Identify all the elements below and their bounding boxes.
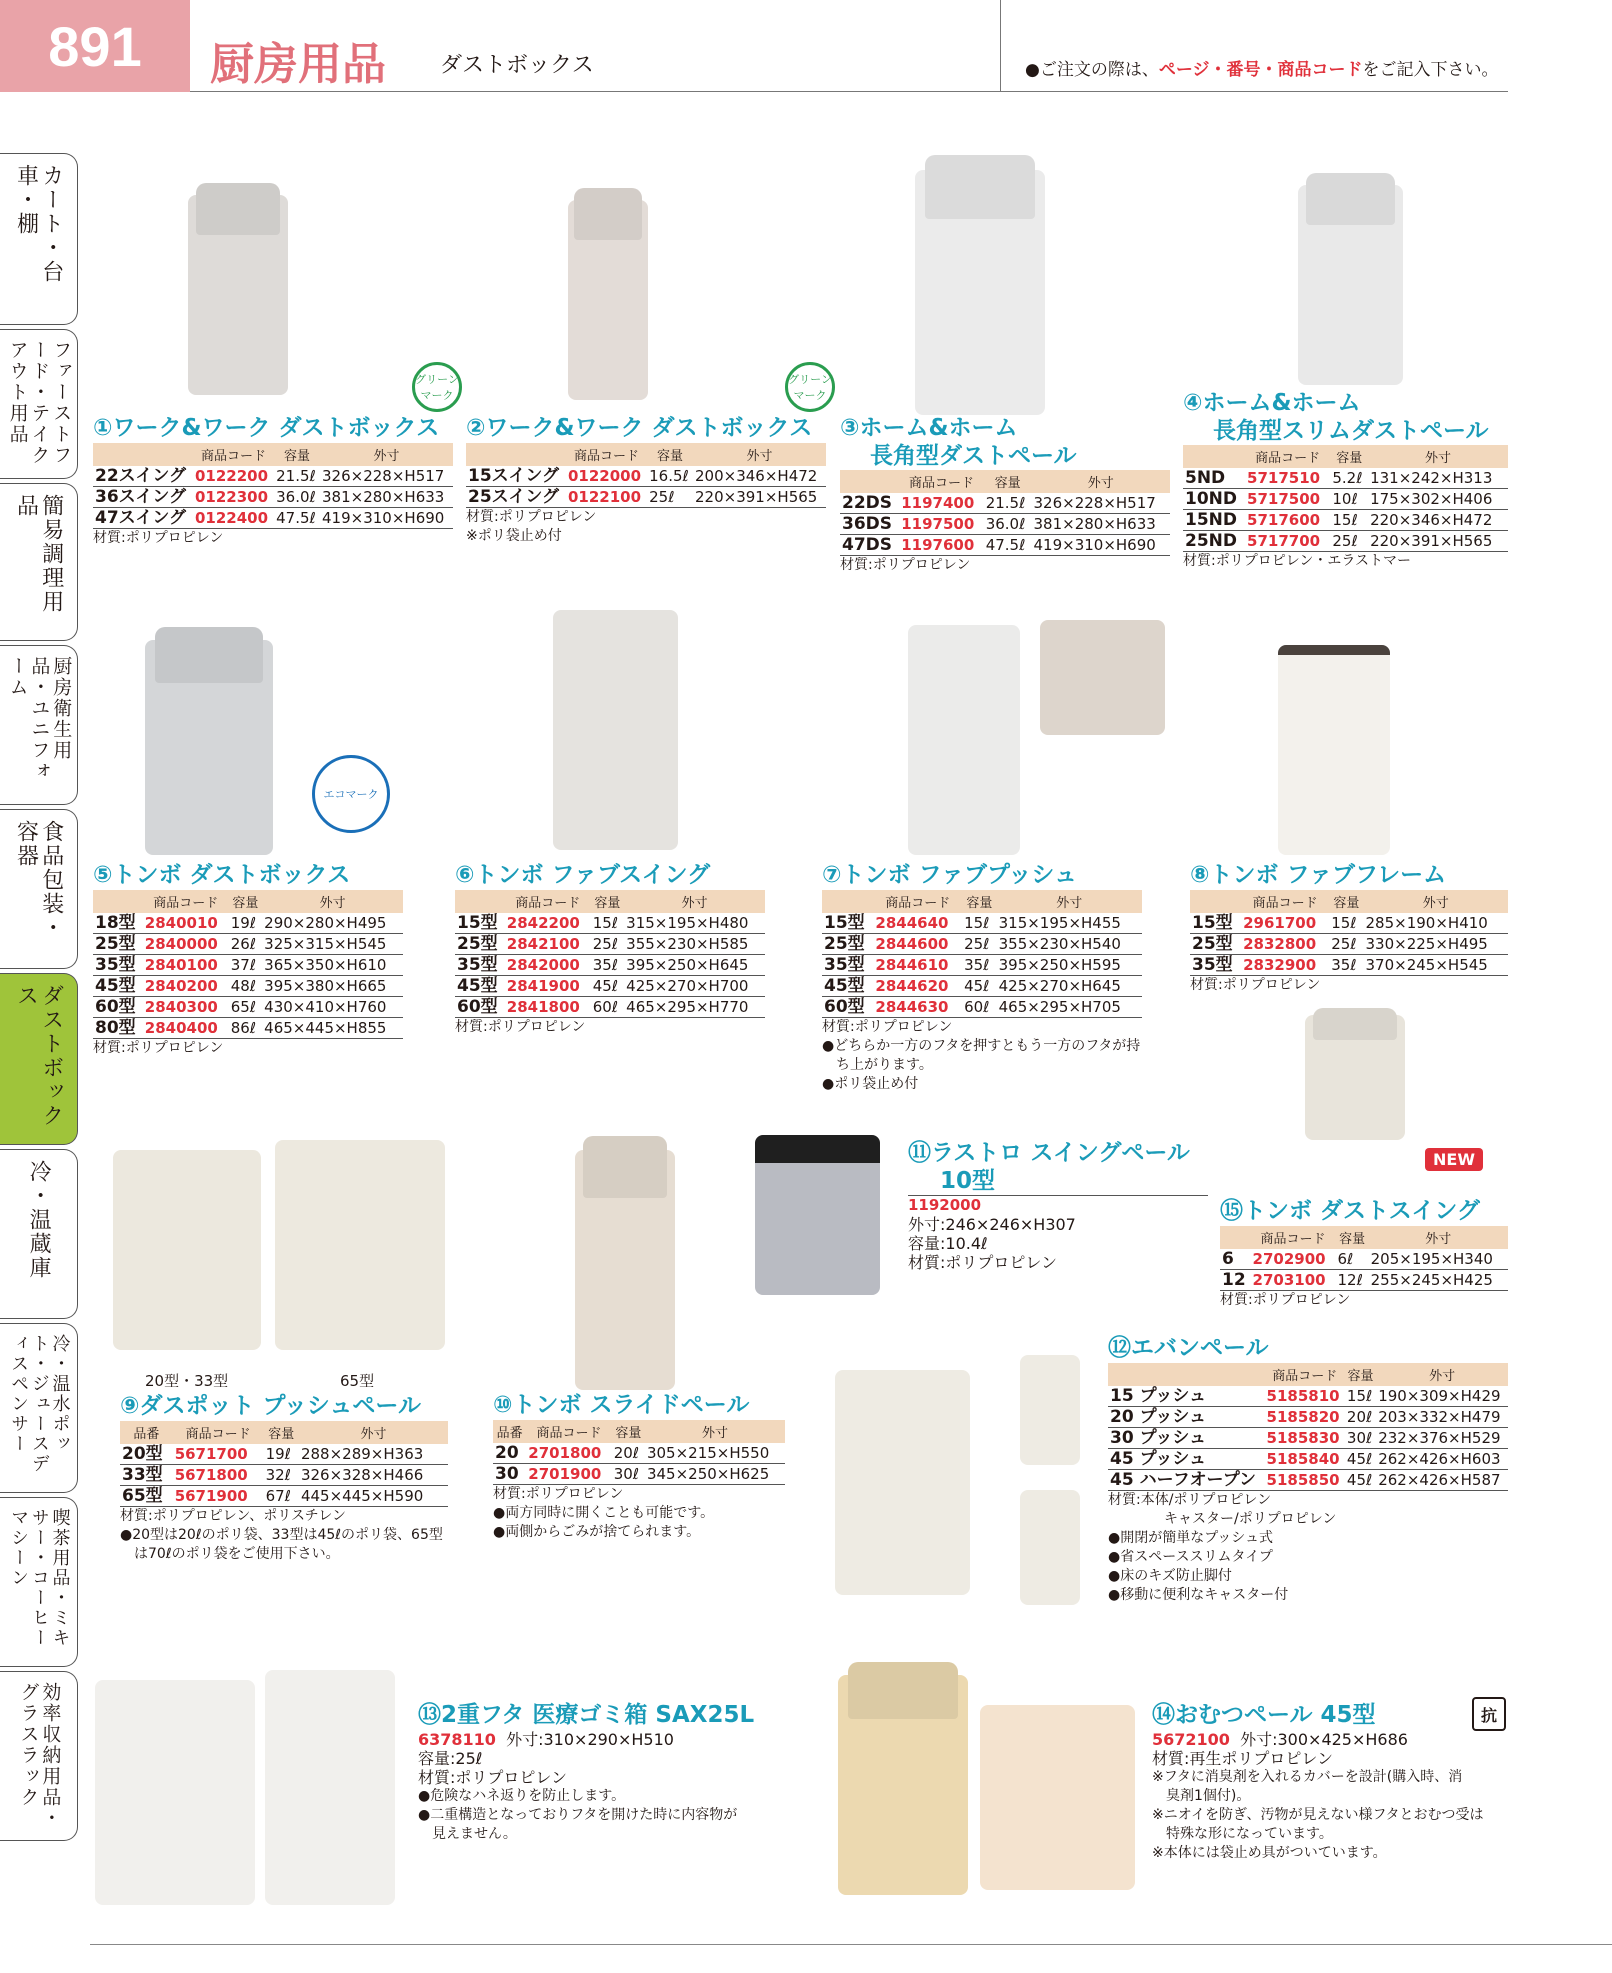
product-13-note-1: ●危険なハネ返りを防止します。 (418, 1787, 626, 1804)
table-row: 20 2701800 20ℓ 305×215×H550 (493, 1443, 785, 1464)
product-1-title: ①ワーク&ワーク ダストボックス (93, 415, 440, 441)
product-13-title: ⑬2重フタ 医療ゴミ箱 SAX25L (418, 1702, 755, 1728)
product-3-subtitle: 長角型ダストペール (870, 442, 1077, 469)
table-row: 18型 2840010 19ℓ 290×280×H495 (93, 913, 403, 934)
product-2-material: 材質:ポリプロピレン (466, 508, 597, 525)
product-11 (908, 1140, 1208, 1272)
table-row: 33型 5671800 32ℓ 326×328×H466 (120, 1464, 448, 1485)
product-6-title: ⑥トンボ ファブスイング (455, 862, 711, 888)
table-row: 60型 2844630 60ℓ 465×295×H705 (822, 996, 1142, 1017)
table-row: 15 プッシュ 5185810 15ℓ 190×309×H429 (1108, 1386, 1508, 1407)
product-6 (455, 862, 765, 1037)
table-row: 6 2702900 6ℓ 205×195×H340 (1220, 1249, 1508, 1270)
product-8-title: ⑧トンボ ファブフレーム (1190, 862, 1447, 888)
header-divider (1000, 0, 1001, 92)
table-row: 15型 2844640 15ℓ 315×195×H455 (822, 913, 1142, 934)
table-row: 12 2703100 12ℓ 255×245×H425 (1220, 1269, 1508, 1290)
product-12-note-1: ●開閉が簡単なプッシュ式 (1108, 1529, 1273, 1546)
tab-refrigerator[interactable]: 冷・温蔵庫 (0, 1149, 78, 1319)
product-4-material: 材質:ポリプロピレン・エラストマー (1183, 553, 1411, 570)
product-9 (120, 1393, 448, 1564)
table-row: 22スイング 0122200 21.5ℓ 326×228×H517 (93, 466, 453, 487)
footer-rule (90, 1944, 1612, 1945)
table-row: 45 プッシュ 5185840 45ℓ 262×426×H603 (1108, 1448, 1508, 1469)
tab-dustbox[interactable]: ダストボックス (0, 973, 78, 1145)
product-8-material: 材質:ポリプロピレン (1190, 976, 1321, 993)
table-row: 35型 2840100 37ℓ 365×350×H610 (93, 954, 403, 975)
table-row: 25型 2842100 25ℓ 355×230×H585 (455, 933, 765, 954)
product-1-material: 材質:ポリプロピレン (93, 529, 224, 546)
product-9-title: ⑨ダスポット プッシュペール (120, 1393, 421, 1419)
product-12 (1108, 1335, 1508, 1605)
table-row: 25型 2832800 25ℓ 330×225×H495 (1190, 933, 1508, 954)
product-3-material: 材質:ポリプロピレン (840, 557, 971, 574)
table-row: 45 ハーフオープン 5185850 45ℓ 262×426×H587 (1108, 1469, 1508, 1490)
product-2 (466, 415, 826, 546)
product-9-note-1: ●20型は20ℓのポリ袋、33型は45ℓのポリ袋、65型 (120, 1526, 443, 1543)
green-mark-badge-1: グリーンマーク (412, 362, 462, 412)
table-row: 10ND 5717500 10ℓ 175×302×H406 (1183, 489, 1508, 510)
antibacterial-icon: 抗 (1472, 1697, 1506, 1731)
p9-caption-2: 65型 (340, 1372, 375, 1390)
table-row: 25型 2840000 26ℓ 325×315×H545 (93, 933, 403, 954)
product-8 (1190, 862, 1508, 995)
product-10-note-1: ●両方同時に開くことも可能です。 (493, 1504, 715, 1521)
product-2-image (568, 200, 648, 400)
product-3 (840, 415, 1170, 575)
product-1-table: 商品コード 容量 外寸 22スイング 0122200 21.5ℓ 326×228×H517 36スイング 0122300 36.0ℓ 381×280×H633 47スイング 0122400 47.5ℓ 419×310×H690 (93, 443, 453, 529)
product-13-material: 材質:ポリプロピレン (418, 1767, 567, 1787)
product-12-image-small-1 (1020, 1355, 1080, 1465)
product-2-title: ②ワーク&ワーク ダストボックス (466, 415, 813, 441)
table-row: 15型 2842200 15ℓ 315×195×H480 (455, 913, 765, 934)
product-2-note: ※ポリ袋止め付 (466, 527, 562, 544)
product-12-note-4: ●移動に便利なキャスター付 (1108, 1586, 1289, 1603)
subcategory-title: ダストボックス (440, 53, 594, 78)
tab-fastfood[interactable]: ファーストフード・テイクアウト用品 (0, 329, 78, 479)
product-15-image (1305, 1015, 1405, 1140)
product-7-table: 商品コード 容量 外寸 15型 2844640 15ℓ 315×195×H455 25型 2844600 25ℓ 355×230×H540 35型 2844610 35ℓ 395×250×H595 45型 2844620 45ℓ 425×270×H645 60型 2844630 60ℓ 465×295×H705 (822, 890, 1142, 1018)
table-row: 25ND 5717700 25ℓ 220×391×H565 (1183, 531, 1508, 552)
table-row: 60型 2841800 60ℓ 465×295×H770 (455, 996, 765, 1017)
product-3-image (915, 170, 1045, 415)
product-14-usage-image (980, 1705, 1135, 1890)
product-6-table: 商品コード 容量 外寸 15型 2842200 15ℓ 315×195×H480 25型 2842100 25ℓ 355×230×H585 35型 2842000 35ℓ 395×250×H645 45型 2841900 45ℓ 425×270×H700 60型 2841800 60ℓ 465×295×H770 (455, 890, 765, 1018)
product-3-table: 商品コード 容量 外寸 22DS 1197400 21.5ℓ 326×228×H517 36DS 1197500 36.0ℓ 381×280×H633 47DS 1197600 47.5ℓ 419×310×H690 (840, 470, 1170, 556)
table-row: 25型 2844600 25ℓ 355×230×H540 (822, 933, 1142, 954)
product-14-material: 材質:再生ポリプロピレン (1152, 1748, 1333, 1768)
product-11-capacity: 容量:10.4ℓ (908, 1234, 988, 1254)
product-9-material: 材質:ポリプロピレン、ポリスチレン (120, 1507, 347, 1524)
product-7-title: ⑦トンボ ファブプッシュ (822, 862, 1077, 888)
tab-simple-cooking[interactable]: 簡易調理用品 (0, 483, 78, 641)
product-3-title: ③ホーム&ホーム (840, 415, 1018, 441)
product-14-note-5: ※本体には袋止め具がついています。 (1152, 1844, 1387, 1861)
product-4-title: ④ホーム&ホーム (1183, 390, 1361, 416)
tab-cafe[interactable]: 喫茶用品・ミキサー・コーヒーマシーン (0, 1497, 78, 1667)
product-1 (93, 415, 453, 548)
table-row: 15型 2961700 15ℓ 285×190×H410 (1190, 913, 1508, 934)
product-10-material: 材質:ポリプロピレン (493, 1485, 624, 1502)
category-title: 厨房用品 (210, 39, 386, 90)
table-row: 15ND 5717600 15ℓ 220×346×H472 (1183, 510, 1508, 531)
product-12-note-2: ●省スペーススリムタイプ (1108, 1548, 1273, 1565)
product-14 (1152, 1702, 1508, 1863)
product-7-note-1: ●どちらか一方のフタを押すともう一方のフタが持 (822, 1037, 1141, 1054)
product-11-code: 1192000 (908, 1196, 982, 1215)
tab-sanitation[interactable]: 厨房衛生用品・ユニフォーム (0, 645, 78, 805)
product-7-note-2: ち上がります。 (836, 1056, 933, 1073)
product-12-title: ⑫エバンペール (1108, 1335, 1269, 1361)
product-14-note-2: 臭剤1個付)。 (1166, 1787, 1251, 1804)
tab-storage[interactable]: 効率収納用品・グラスラック (0, 1671, 78, 1841)
table-row: 47スイング 0122400 47.5ℓ 419×310×H690 (93, 507, 453, 528)
product-4-subtitle: 長角型スリムダストペール (1213, 417, 1489, 444)
product-12-note-3: ●床のキズ防止脚付 (1108, 1567, 1232, 1584)
product-13-image-closed (95, 1680, 255, 1905)
product-13-note-3: 見えません。 (432, 1825, 517, 1842)
table-row: 80型 2840400 86ℓ 465×445×H855 (93, 1017, 403, 1038)
product-13-code-size: 6378110 外寸:310×290×H510 (418, 1729, 674, 1749)
product-1-image (188, 195, 288, 395)
product-2-table: 商品コード 容量 外寸 15スイング 0122000 16.5ℓ 200×346×H472 25スイング 0122100 25ℓ 220×391×H565 (466, 443, 826, 508)
table-row: 45型 2841900 45ℓ 425×270×H700 (455, 975, 765, 996)
order-note: ●ご注文の際は、ページ・番号・商品コードをご記入下さい。 (1025, 60, 1499, 80)
table-row: 65型 5671900 67ℓ 445×445×H590 (120, 1485, 448, 1506)
product-14-note-4: 特殊な形になっています。 (1166, 1825, 1333, 1842)
product-8-image (1278, 645, 1390, 855)
product-7-image (908, 625, 1020, 855)
product-7 (822, 862, 1142, 1094)
product-7-material: 材質:ポリプロピレン (822, 1018, 953, 1035)
product-14-note-3: ※ニオイを防ぎ、汚物が見えない様フタとおむつ受は (1152, 1806, 1484, 1823)
product-5-image (145, 640, 273, 855)
p9-caption-1: 20型・33型 (145, 1372, 229, 1390)
product-15-title: ⑮トンボ ダストスイング (1220, 1198, 1480, 1224)
product-14-note-1: ※フタに消臭剤を入れるカバーを設計(購入時、消 (1152, 1768, 1463, 1785)
product-10-image (575, 1150, 675, 1390)
tab-food-packaging[interactable]: 食品包装・容器 (0, 809, 78, 969)
tab-water-pot[interactable]: 冷・温水ポット・ジュースディスペンサー (0, 1323, 78, 1493)
product-10 (493, 1392, 785, 1542)
product-13-note-2: ●二重構造となっておりフタを開けた時に内容物が (418, 1806, 738, 1823)
product-11-title: ⑪ラストロ スイングペール (908, 1140, 1190, 1166)
product-15 (1220, 1198, 1508, 1310)
table-row: 47DS 1197600 47.5ℓ 419×310×H690 (840, 535, 1170, 556)
page-number: 891 (0, 0, 190, 92)
new-badge: NEW (1425, 1148, 1483, 1171)
product-13 (418, 1702, 798, 1844)
product-5-material: 材質:ポリプロピレン (93, 1039, 224, 1056)
product-12-material-1: 材質:本体/ポリプロピレン (1108, 1491, 1272, 1508)
product-10-table: 品番 商品コード 容量 外寸 20 2701800 20ℓ 305×215×H550 30 2701900 30ℓ 345×250×H625 (493, 1420, 785, 1485)
product-15-table: 商品コード 容量 外寸 6 2702900 6ℓ 205×195×H340 12 2703100 12ℓ 255×245×H425 (1220, 1226, 1508, 1291)
table-row: 35型 2842000 35ℓ 395×250×H645 (455, 954, 765, 975)
product-4-image (1298, 185, 1403, 385)
product-11-subtitle: 10型 (908, 1168, 1208, 1197)
product-8-table: 商品コード 容量 外寸 15型 2961700 15ℓ 285×190×H410 25型 2832800 25ℓ 330×225×H495 35型 2832900 35ℓ 370×245×H545 (1190, 890, 1508, 976)
table-row: 25スイング 0122100 25ℓ 220×391×H565 (466, 486, 826, 507)
green-mark-badge-2: グリーンマーク (785, 362, 835, 412)
product-11-size: 外寸:246×246×H307 (908, 1215, 1076, 1235)
product-9-image-large (275, 1140, 445, 1350)
product-13-capacity: 容量:25ℓ (418, 1748, 483, 1768)
table-row: 20 プッシュ 5185820 20ℓ 203×332×H479 (1108, 1406, 1508, 1427)
product-4 (1183, 390, 1508, 571)
product-11-material: 材質:ポリプロピレン (908, 1253, 1057, 1273)
category-tabs (0, 153, 78, 1845)
product-12-material-2: キャスター/ポリプロピレン (1164, 1510, 1337, 1527)
table-row: 45型 2844620 45ℓ 425×270×H645 (822, 975, 1142, 996)
product-5 (93, 862, 403, 1058)
product-9-table: 品番 商品コード 容量 外寸 20型 5671700 19ℓ 288×289×H363 33型 5671800 32ℓ 326×328×H466 65型 5671900 67ℓ 445×445×H590 (120, 1421, 448, 1507)
table-row: 30 2701900 30ℓ 345×250×H625 (493, 1463, 785, 1484)
product-12-table: 商品コード 容量 外寸 15 プッシュ 5185810 15ℓ 190×309×H429 20 プッシュ 5185820 20ℓ 203×332×H479 30 プッシュ 5185830 30ℓ 232×376×H529 45 プッシュ 5185840 45ℓ 262×426×H603 45 ハーフオープン 5185850 45ℓ 262×426×H587 (1108, 1363, 1508, 1491)
product-10-note-2: ●両側からごみが捨てられます。 (493, 1523, 701, 1540)
product-7-detail-image (1040, 620, 1165, 735)
product-15-material: 材質:ポリプロピレン (1220, 1291, 1351, 1308)
table-row: 5ND 5717510 5.2ℓ 131×242×H313 (1183, 468, 1508, 489)
product-10-title: ⑩トンボ スライドペール (493, 1392, 750, 1418)
product-5-table: 商品コード 容量 外寸 18型 2840010 19ℓ 290×280×H495 25型 2840000 26ℓ 325×315×H545 35型 2840100 37ℓ 365×350×H610 45型 2840200 48ℓ 395×380×H665 60型 2840300 65ℓ 430×410×H760 80型 2840400 86ℓ 465×445×H855 (93, 890, 403, 1039)
product-9-note-2: は70ℓのポリ袋をご使用下さい。 (134, 1545, 340, 1562)
table-row: 36スイング 0122300 36.0ℓ 381×280×H633 (93, 486, 453, 507)
product-6-image (553, 610, 678, 850)
product-4-table: 商品コード 容量 外寸 5ND 5717510 5.2ℓ 131×242×H313 10ND 5717500 10ℓ 175×302×H406 15ND 5717600 15ℓ 220×346×H472 25ND 5717700 25ℓ 220×391×H565 (1183, 445, 1508, 552)
table-row: 22DS 1197400 21.5ℓ 326×228×H517 (840, 493, 1170, 514)
product-14-image (838, 1675, 968, 1895)
product-11-image (755, 1135, 880, 1295)
product-7-note-3: ●ポリ袋止め付 (822, 1075, 919, 1092)
table-row: 45型 2840200 48ℓ 395×380×H665 (93, 975, 403, 996)
product-12-image-large (835, 1370, 970, 1595)
eco-mark-badge: エコマーク (312, 755, 390, 833)
product-13-image-open (265, 1670, 395, 1905)
table-row: 35型 2844610 35ℓ 395×250×H595 (822, 954, 1142, 975)
table-row: 60型 2840300 65ℓ 430×410×H760 (93, 996, 403, 1017)
product-6-material: 材質:ポリプロピレン (455, 1018, 586, 1035)
product-12-image-small-2 (1020, 1490, 1080, 1605)
table-row: 36DS 1197500 36.0ℓ 381×280×H633 (840, 514, 1170, 535)
table-row: 35型 2832900 35ℓ 370×245×H545 (1190, 954, 1508, 975)
table-row: 30 プッシュ 5185830 30ℓ 232×376×H529 (1108, 1427, 1508, 1448)
table-row: 15スイング 0122000 16.5ℓ 200×346×H472 (466, 466, 826, 487)
table-row: 20型 5671700 19ℓ 288×289×H363 (120, 1444, 448, 1465)
product-14-code-size: 5672100 外寸:300×425×H686 (1152, 1729, 1408, 1749)
header-rule (190, 91, 1508, 92)
product-14-title: ⑭おむつペール 45型 (1152, 1702, 1376, 1728)
product-5-title: ⑤トンボ ダストボックス (93, 862, 351, 888)
product-9-image-small (113, 1150, 261, 1350)
tab-cart[interactable]: カート・台車・棚 (0, 153, 78, 325)
